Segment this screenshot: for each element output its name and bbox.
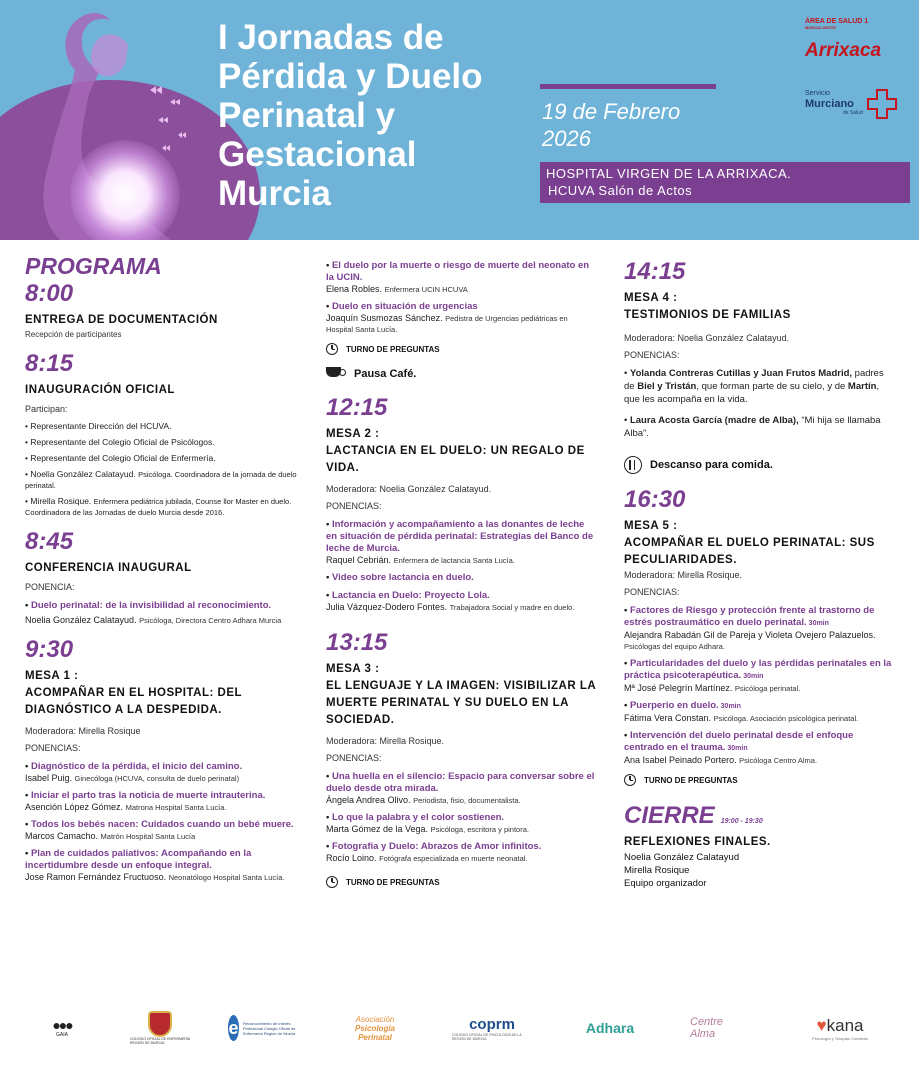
kana-wordmark bbox=[817, 1016, 864, 1036]
session-subtitle: Recepción de participantes bbox=[25, 330, 122, 339]
sms-line: Murciano bbox=[805, 98, 854, 110]
participant-role: Enfermera pediátrica jubilada, Counse llor Master en duelo. Coordinadora de las Jornadas de duelo Murcia desde 2016. bbox=[25, 497, 292, 517]
testimony-names: Yolanda Contreras Cutillas y Juan Frutos Madrid, bbox=[629, 368, 853, 379]
author-role: Psicóloga, escritora y pintora. bbox=[430, 825, 529, 834]
time-label: 13:15 bbox=[326, 629, 388, 656]
talk-author bbox=[25, 802, 297, 813]
turno-preguntas bbox=[326, 343, 596, 355]
title-line: Gestacional bbox=[218, 135, 417, 174]
logo-text: Perinatal bbox=[358, 1032, 392, 1042]
talk-author bbox=[624, 713, 896, 724]
mesa-label: MESA 1 : bbox=[25, 670, 79, 682]
centre-alma-logo bbox=[690, 1010, 750, 1046]
moderator: Moderadora: Mirella Rosique. bbox=[326, 736, 445, 746]
talk-title-text: Duelo perinatal: de la invisibilidad al reconocimiento. bbox=[30, 600, 272, 611]
kana-logo bbox=[800, 1010, 880, 1046]
talk-author bbox=[326, 313, 596, 335]
title-line: Pérdida y Duelo bbox=[218, 57, 483, 96]
fork-knife-icon bbox=[624, 456, 642, 474]
moderator: Moderadora: Noelia González Calatayud. bbox=[326, 484, 492, 494]
talk-title: • Una huella en el silencio: Espacio para conversar sobre el duelo desde otra mirada. bbox=[326, 771, 595, 794]
moderator: Moderadora: Mirella Rosique bbox=[25, 726, 141, 736]
coffee-cup-icon bbox=[326, 367, 346, 380]
talk-title: • Información y acompañamiento a las donantes de leche en situación de pérdida perinatal: Estrategias del Banco de leche de Murcia. bbox=[326, 519, 594, 554]
talk-title-text: El duelo por la muerte o riesgo de muerte del neonato en la UCIN. bbox=[326, 260, 590, 283]
session-title: REFLEXIONES FINALES. bbox=[624, 836, 771, 848]
mesa-label: MESA 3 : bbox=[326, 663, 380, 675]
talk-author bbox=[624, 683, 896, 694]
duration-label: 30min bbox=[743, 673, 764, 680]
date-line: 2026 bbox=[542, 126, 591, 151]
session-title: ENTREGA DE DOCUMENTACIÓN bbox=[25, 314, 218, 326]
talk-title-text: Lo que la palabra y el color sostienen. bbox=[331, 812, 505, 823]
ponencias-label: PONENCIAS: bbox=[25, 743, 81, 753]
talk-title-text: Diagnóstico de la pérdida, el inicio del camino. bbox=[30, 761, 243, 772]
list-item: • Representante del Colegio Oficial de Psicólogos. bbox=[25, 437, 215, 447]
talk-title-text: Particularidades del duelo y las pérdidas perinatales en la práctica psicoterapéutica. bbox=[624, 658, 892, 681]
author-role: Trabajadora Social y madre en duelo. bbox=[449, 603, 575, 612]
author-name: Isabel Puig. bbox=[25, 773, 73, 783]
talk-title: • El duelo por la muerte o riesgo de muerte del neonato en la UCIN. bbox=[326, 260, 590, 283]
author-role: Enfermera de lactancia Santa Lucía. bbox=[393, 556, 515, 565]
time-label: 14:15 bbox=[624, 258, 686, 285]
talk-title-text: Duelo en situación de urgencias bbox=[331, 301, 478, 312]
cierre-heading bbox=[624, 802, 896, 830]
logo-text: Centre Alma bbox=[690, 1016, 724, 1040]
list-item: • Mirella Rosique. Enfermera pediátrica jubilada, Counse llor Master en duelo. Coordinadora de las Jornadas de duelo Murcia desde 2016. bbox=[25, 496, 292, 517]
ponencias-label: PONENCIAS: bbox=[624, 587, 680, 597]
talk-title: • Lactancia en Duelo: Proyecto Lola. bbox=[326, 590, 490, 601]
testimony-item: • Laura Acosta García (madre de Alba), “Mi hija se llamaba Alba”. bbox=[624, 415, 881, 439]
talk-author bbox=[326, 602, 596, 613]
talk-title: • Plan de cuidados paliativos: Acompañando en la incertidumbre desde un enfoque integral. bbox=[25, 848, 252, 871]
author-role: Neonatólogo Hospital Santa Lucía. bbox=[168, 873, 285, 882]
credit-line: Mirella Rosique bbox=[624, 865, 690, 876]
session-title: EL LENGUAJE Y LA IMAGEN: VISIBILIZAR LA MUERTE PERINATAL Y SU DUELO EN LA SOCIEDAD. bbox=[326, 680, 596, 726]
talk-title-text: Una huella en el silencio: Espacio para conversar sobre el duelo desde otra mirada. bbox=[326, 771, 595, 794]
talk-author bbox=[326, 853, 596, 864]
talk-title: • Diagnóstico de la pérdida, el inicio del camino. bbox=[25, 761, 243, 772]
list-item: • Noelia González Calatayud. Psicóloga. Coordinadora de la jornada de duelo perinatal. bbox=[25, 469, 297, 490]
mesa-label: MESA 4 : bbox=[624, 292, 678, 304]
talk-author bbox=[326, 284, 596, 295]
author-name: Marcos Camacho. bbox=[25, 831, 99, 841]
logo-text: Asociación bbox=[355, 1014, 395, 1024]
talk-title-text: Plan de cuidados paliativos: Acompañando en la incertidumbre desde un enfoque integral. bbox=[25, 848, 252, 871]
talk-title-text: Información y acompañamiento a las donantes de leche en situación de pérdida perinatal: Estrategias del Banco de leche de Murcia. bbox=[326, 519, 594, 554]
testimony-item: • Yolanda Contreras Cutillas y Juan Frutos Madrid, padres de Biel y Tristán, que forman parte de su cielo, y de Martín, que les acompaña en la vida. bbox=[624, 368, 884, 405]
talk-title: • Particularidades del duelo y las pérdidas perinatales en la práctica psicoterapéutica. 30min bbox=[624, 658, 892, 681]
clock-icon bbox=[326, 343, 338, 355]
talk-title: • Intervención del duelo perinatal desde el enfoque centrado en el trauma. 30min bbox=[624, 730, 854, 753]
talk-title-text: Intervención del duelo perinatal desde el enfoque centrado en el trauma. bbox=[624, 730, 854, 753]
ponencias-label: PONENCIAS: bbox=[624, 350, 680, 360]
turno-label: TURNO DE PREGUNTAS bbox=[346, 877, 440, 887]
program-column-3 bbox=[624, 252, 896, 890]
participant-name: Noelia González Calatayud. bbox=[30, 469, 136, 479]
clock-icon bbox=[326, 876, 338, 888]
event-date bbox=[542, 98, 680, 152]
cierre-time: 19:00 - 19:30 bbox=[720, 818, 763, 825]
asociacion-psicologia-perinatal-logo bbox=[340, 1010, 410, 1046]
arrixaca-logo: Arrixaca bbox=[805, 40, 882, 61]
author-role: Enfermera UCIN HCUVA bbox=[384, 285, 468, 294]
butterflies-decoration bbox=[140, 80, 200, 160]
session-title: LACTANCIA EN EL DUELO: UN REGALO DE VIDA. bbox=[326, 445, 585, 474]
session-title: ACOMPAÑAR EN EL HOSPITAL: DEL DIAGNÓSTICO A LA DESPEDIDA. bbox=[25, 687, 242, 716]
author-name: Asención López Gómez. bbox=[25, 802, 124, 812]
ponencias-label: PONENCIAS: bbox=[326, 501, 382, 511]
author-name: Noelia González Calatayud. bbox=[25, 615, 137, 625]
pausa-cafe bbox=[326, 367, 596, 380]
moderator: Moderadora: Noelia González Calatayud. bbox=[624, 333, 790, 343]
talk-title-text: Fotografía y Duelo: Abrazos de Amor infinitos. bbox=[331, 841, 542, 852]
credit-line: Noelia González Calatayud bbox=[624, 852, 740, 863]
duration-label: 30min bbox=[808, 620, 829, 627]
talk-title: • Factores de Riesgo y protección frente al trastorno de estrés postraumático en duelo perinatal. 30min bbox=[624, 605, 875, 628]
author-role: Psicóloga perinatal. bbox=[734, 684, 801, 693]
session-title: CONFERENCIA INAUGURAL bbox=[25, 562, 192, 574]
talk-title-text: Factores de Riesgo y protección frente al trastorno de estrés postraumático en duelo perinatal. bbox=[624, 605, 875, 628]
author-name: Joaquín Susmozas Sánchez. bbox=[326, 313, 443, 323]
servicio-murciano-salud-logo bbox=[805, 86, 905, 124]
talk-title-text: Iniciar el parto tras la noticia de muerte intrauterina. bbox=[30, 790, 266, 801]
time-label: 8:00 bbox=[25, 280, 74, 307]
author-name: Elena Robles. bbox=[326, 284, 383, 294]
time-label: 16:30 bbox=[624, 486, 686, 513]
author-role: Matrona Hospital Santa Lucía. bbox=[125, 803, 227, 812]
author-role: Psicóloga. Asociación psicológica perinatal. bbox=[713, 714, 859, 723]
author-name: Rocío Loino. bbox=[326, 853, 377, 863]
people-icon: ●●● bbox=[52, 1017, 72, 1033]
talk-author bbox=[624, 755, 896, 766]
gaia-logo bbox=[42, 1010, 82, 1046]
turno-label: TURNO DE PREGUNTAS bbox=[346, 344, 440, 354]
talk-author bbox=[25, 615, 297, 626]
turno-preguntas bbox=[326, 876, 596, 888]
interes-profesional-logo bbox=[228, 1010, 308, 1046]
testimony-text: padres de bbox=[624, 368, 884, 392]
event-title bbox=[218, 18, 538, 213]
talk-author bbox=[326, 795, 596, 806]
header-banner bbox=[0, 0, 919, 240]
venue-room: HCUVA Salón de Actos bbox=[548, 183, 693, 198]
talk-title: • Puerperio en duelo. 30min bbox=[624, 700, 741, 711]
talk-title-text: Video sobre lactancia en duelo. bbox=[331, 572, 474, 583]
logo-text: COLEGIO OFICIAL DE PSICOLOGÍA DE LA REGIÓN DE MURCIA bbox=[452, 1032, 522, 1041]
logo-text: Psicología y Terapias Creativas bbox=[812, 1035, 868, 1041]
title-line: Perinatal y bbox=[218, 96, 396, 135]
participant-name: Representante Dirección del HCUVA. bbox=[30, 421, 172, 431]
time-label: 9:30 bbox=[25, 636, 74, 663]
talk-title-text: Todos los bebés nacen: Cuidados cuando un bebé muere. bbox=[30, 819, 294, 830]
cross-icon bbox=[867, 88, 897, 120]
time-label: 8:45 bbox=[25, 528, 74, 555]
testimony-text: , que forman parte de su cielo, y de bbox=[696, 381, 846, 392]
session-title: INAUGURACIÓN OFICIAL bbox=[25, 384, 175, 396]
talk-author bbox=[25, 773, 297, 784]
testimony-child: Martín bbox=[847, 381, 877, 392]
colegio-enfermeria-logo bbox=[130, 1010, 190, 1046]
participants-label: Participan: bbox=[25, 404, 68, 414]
area-subtitle: MURCIA-OESTE bbox=[805, 25, 836, 30]
mesa-label: MESA 5 : bbox=[624, 520, 678, 532]
mesa-label: MESA 2 : bbox=[326, 428, 380, 440]
talk-title: • Duelo perinatal: de la invisibilidad al reconocimiento. bbox=[25, 600, 272, 611]
author-role: Psicóloga, Directora Centro Adhara Murcia bbox=[139, 616, 282, 625]
clock-icon bbox=[624, 774, 636, 786]
moderator: Moderadora: Mirella Rosique. bbox=[624, 570, 743, 580]
sms-line: de Salud bbox=[843, 110, 863, 116]
talk-author bbox=[624, 630, 896, 652]
talk-title: • Duelo en situación de urgencias bbox=[326, 301, 478, 312]
session-title: ACOMPAÑAR EL DUELO PERINATAL: SUS PECULIARIDADES. bbox=[624, 537, 875, 566]
author-name: Ángela Andrea Olivo. bbox=[326, 795, 411, 805]
author-role: Periodista, fisio, documentalista. bbox=[413, 796, 521, 805]
author-name: Raquel Cebrián. bbox=[326, 555, 392, 565]
sponsor-logos bbox=[0, 1000, 919, 1060]
author-role: Fotógrafa especializada en muerte neonatal. bbox=[379, 854, 528, 863]
session-title: TESTIMONIOS DE FAMILIAS bbox=[624, 309, 791, 321]
ponencias-label: PONENCIAS: bbox=[326, 753, 382, 763]
duration-label: 30min bbox=[727, 745, 748, 752]
date-line: 19 de Febrero bbox=[542, 99, 681, 124]
author-name: Alejandra Rabadán Gil de Pareja y Violeta Ovejero Palazuelos. bbox=[624, 630, 876, 640]
e-badge-icon: e bbox=[228, 1015, 239, 1041]
list-item: • Representante Dirección del HCUVA. bbox=[25, 421, 172, 431]
logo-text: Reconocimiento de Interés Profesional Colegio Oficial de Enfermería Región de Murcia bbox=[242, 1020, 296, 1036]
pausa-label: Pausa Café. bbox=[354, 367, 417, 380]
descanso-label: Descanso para comida. bbox=[650, 459, 773, 471]
adhara-logo: Adhara bbox=[585, 1020, 635, 1036]
logo-text: COLEGIO OFICIAL DE ENFERMERÍA REGIÓN DE MURCIA bbox=[130, 1037, 190, 1045]
area-salud-label bbox=[805, 18, 868, 30]
talk-title: • Video sobre lactancia en duelo. bbox=[326, 572, 474, 583]
time-label: 12:15 bbox=[326, 394, 388, 421]
cierre-label: CIERRE bbox=[624, 802, 715, 829]
program-column-1 bbox=[25, 252, 297, 883]
author-name: Julia Vázquez-Dodero Fontes. bbox=[326, 602, 448, 612]
ponencia-label: PONENCIA: bbox=[25, 582, 75, 592]
title-line: I Jornadas de bbox=[218, 18, 444, 57]
logo-text: kana bbox=[826, 1015, 864, 1035]
author-role: Psicóloga Centro Alma. bbox=[739, 756, 818, 765]
author-name: Fátima Vera Constan. bbox=[624, 713, 712, 723]
time-label: 8:15 bbox=[25, 350, 74, 377]
talk-title: • Iniciar el parto tras la noticia de muerte intrauterina. bbox=[25, 790, 266, 801]
venue-box bbox=[540, 162, 910, 203]
area-title: ÁREA DE SALUD 1 bbox=[805, 18, 869, 25]
author-name: Ana Isabel Peinado Portero. bbox=[624, 755, 737, 765]
heart-icon: ♥ bbox=[816, 1015, 827, 1035]
testimony-child: Biel y Tristán bbox=[637, 381, 697, 392]
logo-text: Psicología bbox=[354, 1023, 395, 1033]
descanso-comida bbox=[624, 456, 896, 474]
author-role: Matrón Hospital Santa Lucía bbox=[100, 832, 196, 841]
participant-name: Mirella Rosique. bbox=[30, 496, 92, 506]
coprm-logo bbox=[452, 1010, 532, 1046]
author-name: Jose Ramon Fernández Fructuoso. bbox=[25, 872, 167, 882]
author-role: Ginecóloga (HCUVA, consulta de duelo perinatal) bbox=[74, 774, 240, 783]
venue-name: HOSPITAL VIRGEN DE LA ARRIXACA. bbox=[546, 166, 792, 181]
participant-role: Psicóloga. Coordinadora de la jornada de duelo perinatal. bbox=[25, 470, 297, 490]
logo-text: coprm bbox=[469, 1015, 515, 1033]
shield-icon bbox=[148, 1011, 172, 1037]
participant-name: Representante del Colegio Oficial de Enfermería. bbox=[30, 453, 216, 463]
author-role: Pedistra de Urgencias pediátricas en Hospital Santa Lucía. bbox=[326, 314, 568, 334]
talk-title-text: Puerperio en duelo. bbox=[629, 700, 719, 711]
testimony-names: Laura Acosta García (madre de Alba), bbox=[629, 415, 799, 426]
talk-title: • Todos los bebés nacen: Cuidados cuando un bebé muere. bbox=[25, 819, 294, 830]
program-column-2 bbox=[326, 252, 596, 888]
testimony-quote: “Mi hija se llamaba Alba”. bbox=[624, 415, 881, 439]
title-line: Murcia bbox=[218, 174, 331, 213]
duration-label: 30min bbox=[720, 703, 741, 710]
turno-preguntas bbox=[624, 774, 896, 786]
header-divider bbox=[540, 84, 716, 89]
logo-text: GAIA bbox=[56, 1032, 68, 1038]
talk-author bbox=[25, 831, 297, 842]
talk-author bbox=[326, 555, 596, 566]
talk-title: • Lo que la palabra y el color sostienen. bbox=[326, 812, 505, 823]
author-role: Psicólogas del equipo Adhara. bbox=[624, 642, 725, 651]
author-name: Marta Gómez de la Vega. bbox=[326, 824, 429, 834]
testimony-text: , que les acompaña en la vida. bbox=[624, 381, 880, 405]
programa-heading: PROGRAMA bbox=[25, 253, 162, 279]
turno-label: TURNO DE PREGUNTAS bbox=[644, 775, 738, 785]
talk-title: • Fotografía y Duelo: Abrazos de Amor infinitos. bbox=[326, 841, 542, 852]
sms-line: Servicio bbox=[805, 90, 830, 97]
participant-name: Representante del Colegio Oficial de Psicólogos. bbox=[30, 437, 215, 447]
talk-author bbox=[326, 824, 596, 835]
talk-title-text: Lactancia en Duelo: Proyecto Lola. bbox=[331, 590, 490, 601]
credit-line: Equipo organizador bbox=[624, 878, 707, 889]
talk-author bbox=[25, 872, 297, 883]
author-name: Mª José Pelegrín Martínez. bbox=[624, 683, 733, 693]
list-item: • Representante del Colegio Oficial de Enfermería. bbox=[25, 453, 216, 463]
